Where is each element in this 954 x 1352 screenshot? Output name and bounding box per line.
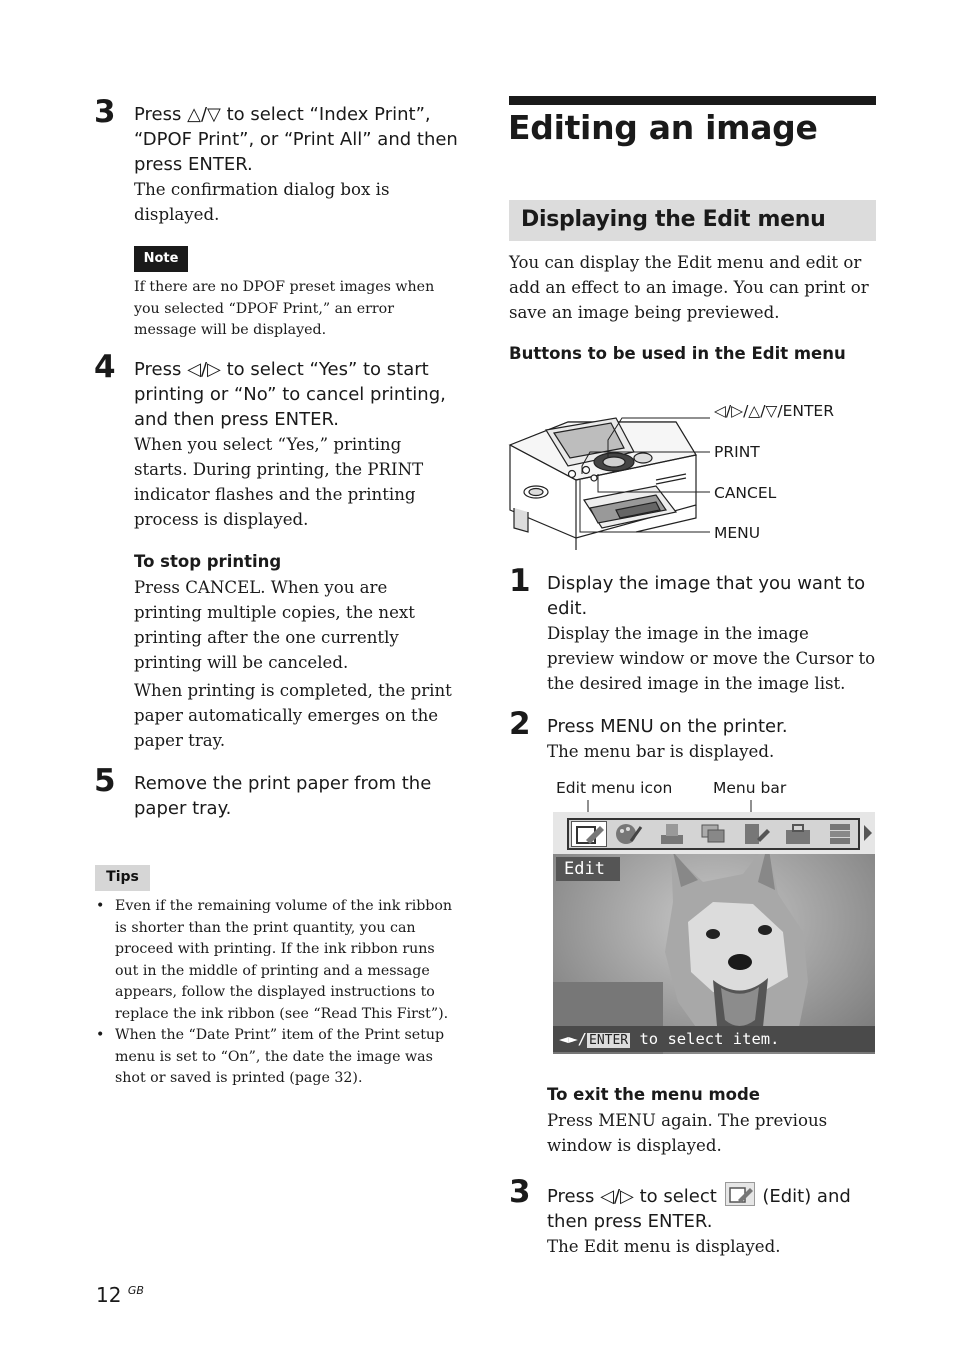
- page-number: 12 $^{GB}$: [96, 1283, 144, 1307]
- cancel-button-label: CANCEL: [714, 484, 777, 502]
- right-step-2-body: The menu bar is displayed.: [547, 742, 775, 761]
- menu-button-label: MENU: [714, 524, 761, 542]
- exit-menu-heading: To exit the menu mode: [547, 1085, 760, 1104]
- page-title: Editing an image: [508, 108, 818, 147]
- right-step-2-heading: Press MENU on the printer.: [547, 716, 788, 737]
- filter-menu-icon[interactable]: [613, 821, 643, 847]
- toolbox-menu-icon[interactable]: [783, 821, 813, 847]
- region-code: GB: [127, 1284, 144, 1297]
- right-step-1-number: 1: [509, 563, 531, 599]
- screen-bottom-bar: [553, 1026, 875, 1052]
- select-item-hint: to select item.: [630, 1030, 780, 1048]
- right-step-3-body: The Edit menu is displayed.: [547, 1237, 781, 1256]
- print-menu-icon[interactable]: [657, 821, 687, 847]
- menu-bar-label: Menu bar: [713, 779, 787, 797]
- edit-screen-label: Edit: [556, 857, 620, 881]
- right-step-3-heading-line2: then press ENTER.: [547, 1211, 713, 1232]
- step-4-heading: Press ◁/▷ to select “Yes” to start printing or “No” to cancel printing, and then press ENTER.: [134, 359, 446, 430]
- right-step-1-body: Display the image in the image preview window or move the Cursor to the desired image in the image list.: [547, 624, 876, 693]
- step-4-number: 4: [94, 349, 116, 385]
- enter-key-badge: ENTER: [589, 1033, 629, 1048]
- scroll-right-icon[interactable]: [864, 825, 872, 841]
- note-badge: Note: [134, 246, 188, 272]
- edit-menu-icon[interactable]: [571, 821, 607, 847]
- step-5-number: 5: [94, 763, 116, 799]
- tip-item: • Even if the remaining volume of the ink ribbon is shorter than the print quantity, you can proceed with printing. If the ink ribbon runs out in the middle of printing and a message appears, follow the displayed instructions to replace the ink ribbon (see “Read This First”).: [96, 898, 453, 1022]
- title-rule: [509, 96, 876, 105]
- step-4-body: When you select “Yes,” printing starts. During printing, the PRINT indicator flashes and the printing process is displayed.: [134, 435, 424, 529]
- right-step-3-heading: Press ◁/▷ to select (Edit) and: [547, 1182, 887, 1209]
- right-step-1-heading: Display the image that you want to edit.: [547, 573, 866, 619]
- nav-buttons-label: ◁/▷/△/▽/ENTER: [714, 402, 834, 420]
- tip-item: • When the “Date Print” item of the Print setup menu is set to “On”, the date the image was shot or saved is printed (page 32).: [96, 1027, 445, 1086]
- step-5-heading: Remove the print paper from the paper tray.: [134, 773, 432, 819]
- print-button-label: PRINT: [714, 443, 760, 461]
- print-completed-body: When printing is completed, the print paper automatically emerges on the paper tray.: [134, 681, 452, 750]
- edit-intro: You can display the Edit menu and edit or add an effect to an image. You can print or save an image being previewed.: [509, 253, 869, 322]
- edit-icon: [725, 1182, 755, 1206]
- section-title: Displaying the Edit menu: [521, 207, 826, 232]
- stop-printing-body: Press CANCEL. When you are printing multiple copies, the next printing after the one currently printing will be canceled.: [134, 578, 415, 672]
- tips-list: [96, 896, 461, 1090]
- edit-screen: [553, 812, 875, 1054]
- slideshow-menu-icon[interactable]: [699, 821, 729, 847]
- buttons-heading: Buttons to be used in the Edit menu: [509, 344, 846, 363]
- note-text: If there are no DPOF preset images when you selected “DPOF Print,” an error message will be displayed.: [134, 279, 435, 338]
- right-step-2-number: 2: [509, 706, 531, 742]
- exit-menu-body: Press MENU again. The previous window is displayed.: [547, 1111, 828, 1155]
- right-step-3-number: 3: [509, 1174, 531, 1210]
- callout-lines: [560, 400, 720, 550]
- arrow-keys-hint: ◄►/: [559, 1030, 587, 1048]
- step-3-heading: Press △/▽ to select “Index Print”, “DPOF Print”, or “Print All” and then press ENTER.: [134, 104, 458, 175]
- tips-badge: Tips: [95, 865, 150, 891]
- step-3-body: The confirmation dialog box is displayed.: [134, 180, 390, 224]
- settings-menu-icon[interactable]: [825, 821, 855, 847]
- save-menu-icon[interactable]: [741, 821, 771, 847]
- stop-printing-heading: To stop printing: [134, 552, 282, 571]
- edit-menu-icon-label: Edit menu icon: [556, 779, 673, 797]
- step-3-number: 3: [94, 94, 116, 130]
